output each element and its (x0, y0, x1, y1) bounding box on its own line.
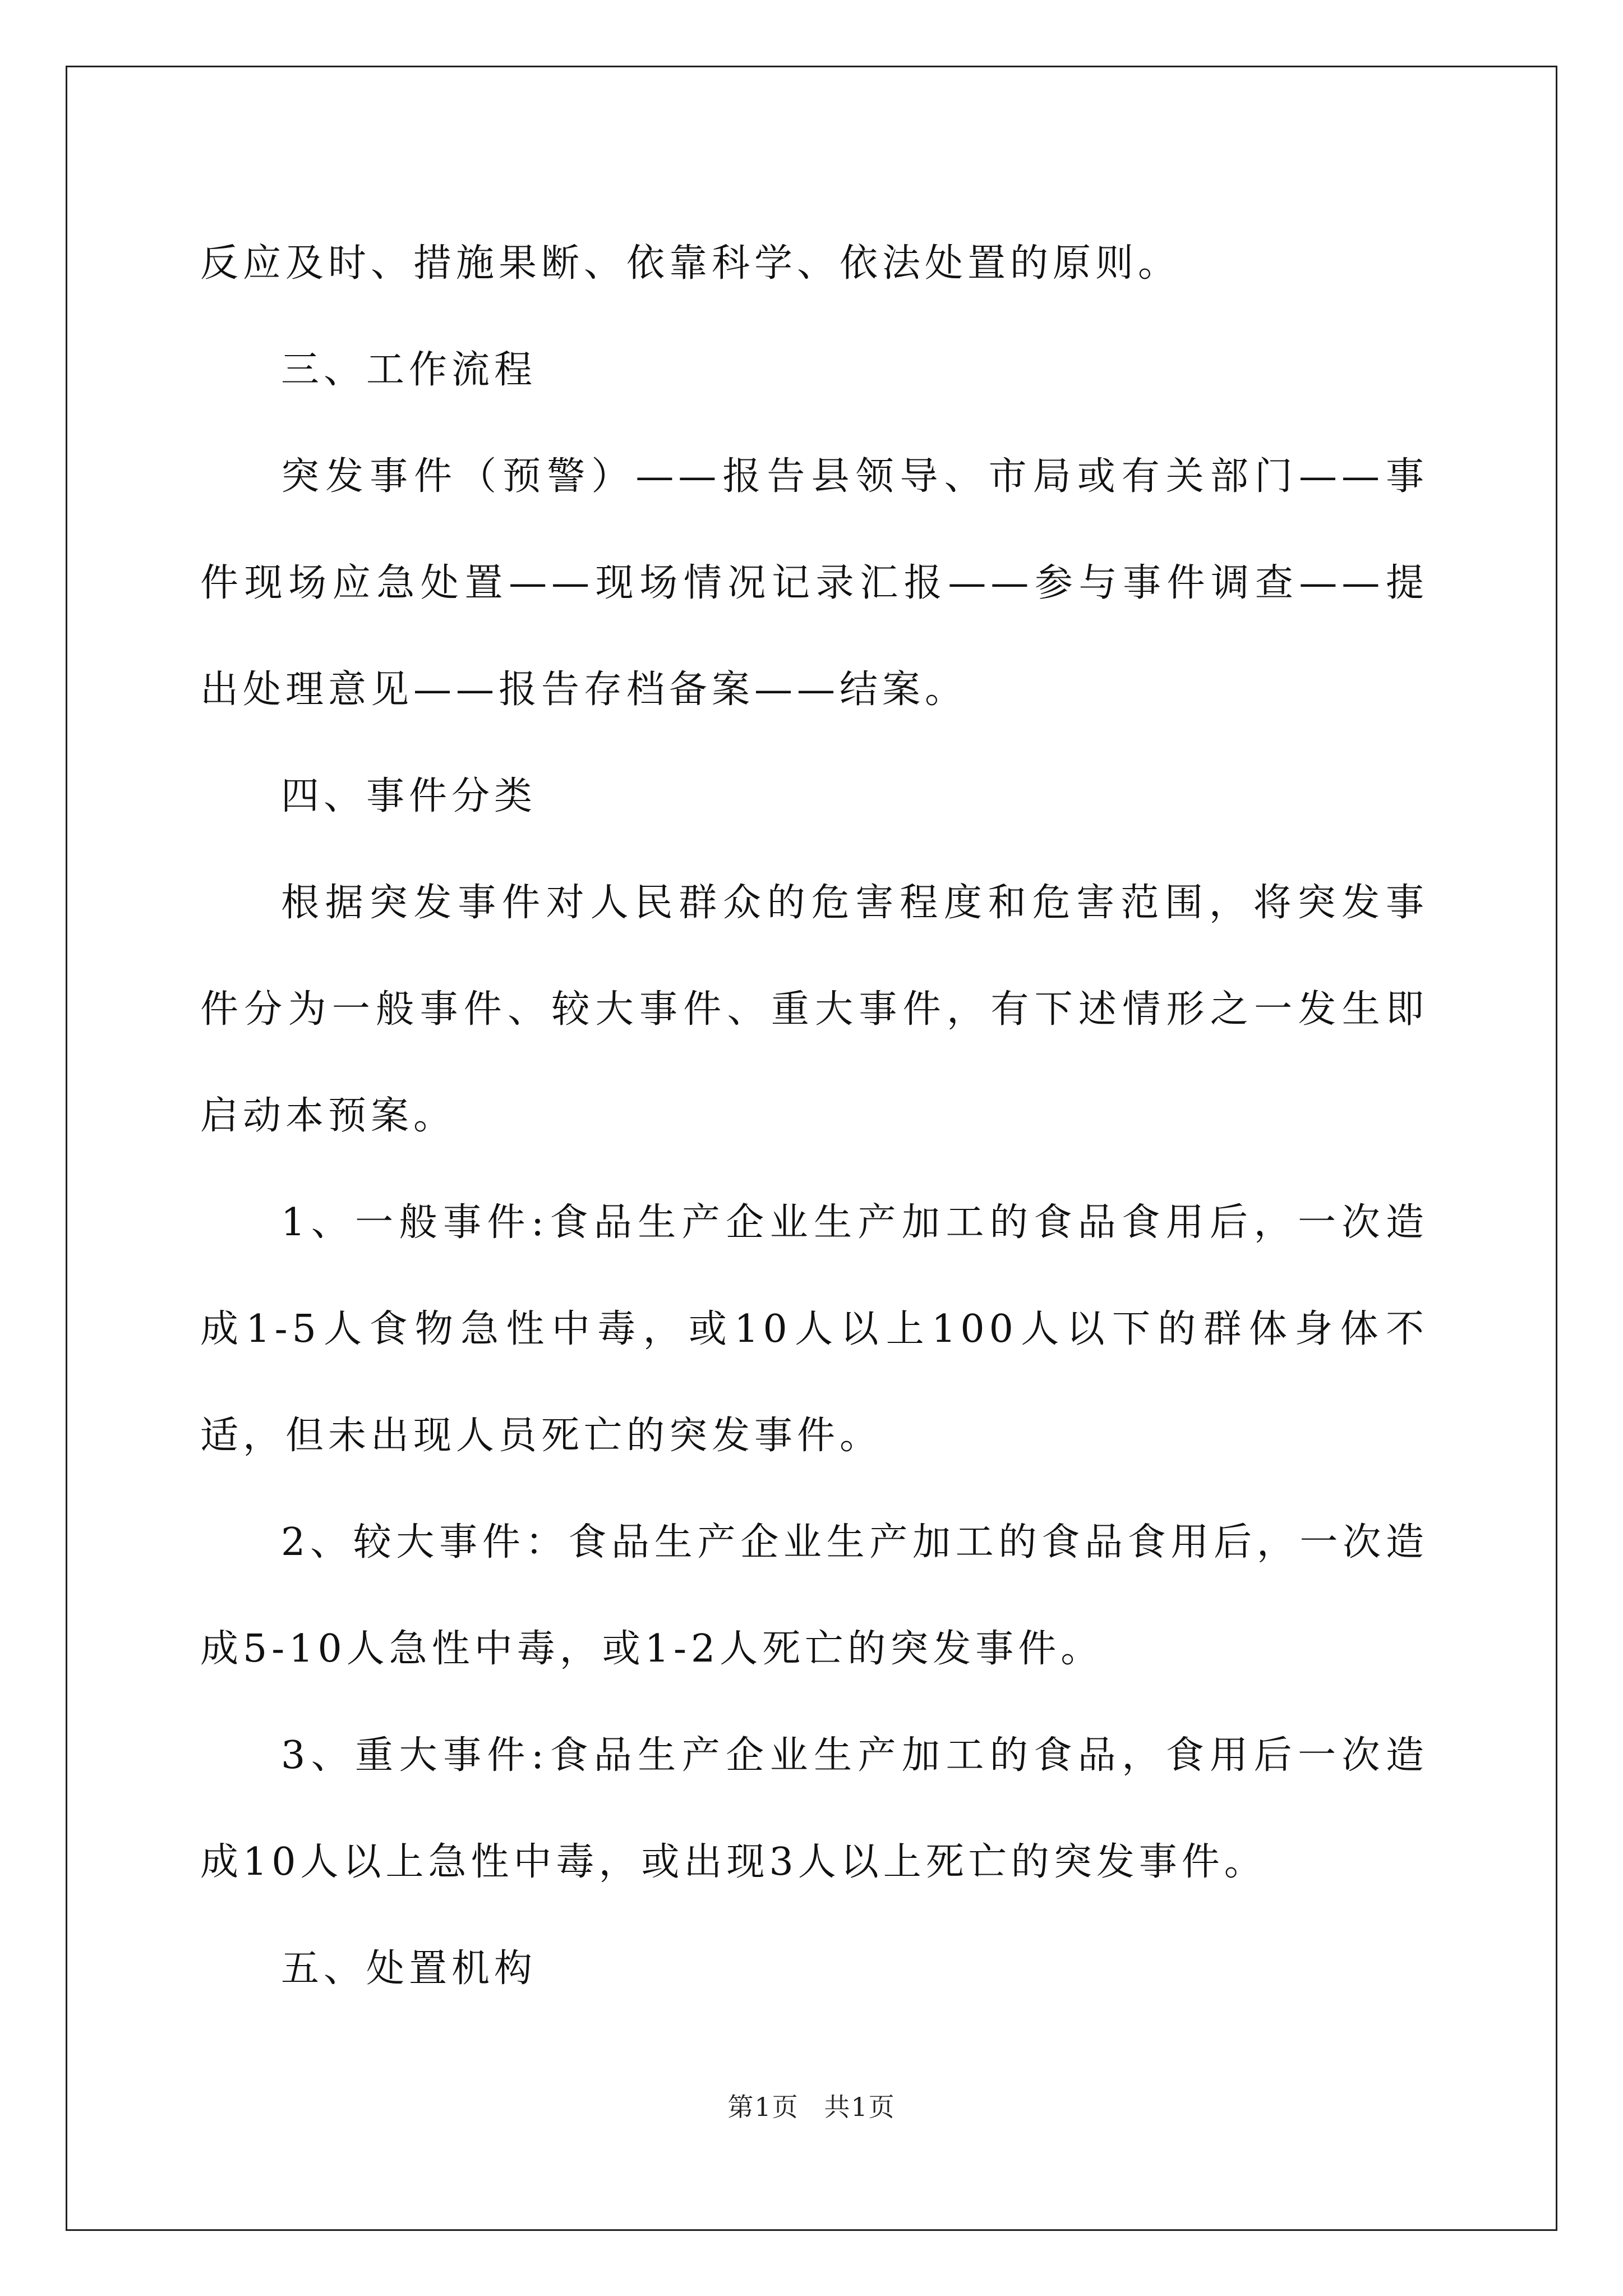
page-footer (0, 2087, 1623, 2124)
paragraph-serious-event: 3、重大事件:食品生产企业生产加工的食品，食用后一次造成10人以上急性中毒，或出现3人以上死亡的突发事件。 (200, 1733, 1428, 1884)
page-total: 共1页 (824, 2092, 896, 2122)
page-number: 第1页 (727, 2092, 799, 2122)
document-body (200, 210, 1428, 2022)
paragraph-workflow: 突发事件（预警）——报告县领导、市局或有关部门——事件现场应急处置——现场情况记录汇报——参与事件调查——提出处理意见——报告存档备案——结案。 (200, 454, 1428, 712)
paragraph-classification: 根据突发事件对人民群众的危害程度和危害范围，将突发事件分为一般事件、较大事件、重大事件，有下述情形之一发生即启动本预案。 (200, 881, 1428, 1138)
paragraph-general-event: 1、一般事件:食品生产企业生产加工的食品食用后，一次造成1-5人食物急性中毒，或10人以上100人以下的群体身体不适，但未出现人员死亡的突发事件。 (200, 1200, 1428, 1458)
heading-disposal-agency: 五、处置机构 (281, 1947, 537, 1991)
paragraph-major-event: 2、较大事件：食品生产企业生产加工的食品食用后，一次造成5-10人急性中毒，或1-2人死亡的突发事件。 (200, 1520, 1428, 1671)
heading-classification: 四、事件分类 (281, 774, 537, 818)
paragraph-principle: 反应及时、措施果断、依靠科学、依法处置的原则。 (200, 241, 1181, 286)
heading-workflow: 三、工作流程 (281, 348, 537, 392)
